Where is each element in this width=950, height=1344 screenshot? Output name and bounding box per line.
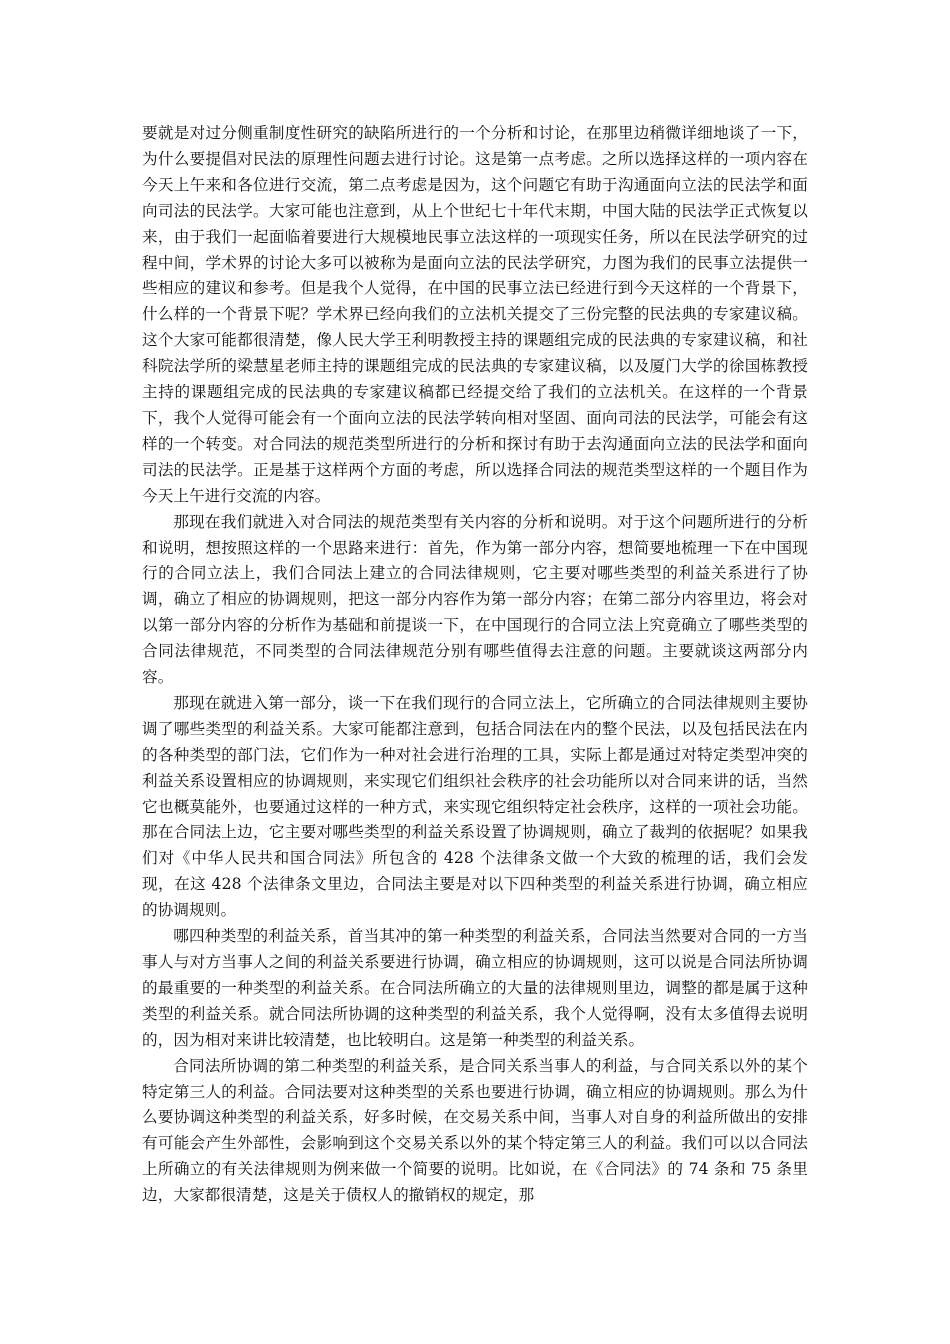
paragraph: 合同法所协调的第二种类型的利益关系，是合同关系当事人的利益，与合同关系以外的某个特定第三人的利益。合同法要对这种类型的关系也要进行协调，确立相应的协调规则。那么为什么要协调这种类型的利益关系，好多时候，在交易关系中间，当事人对自身的利益所做出的安排有可能会产生外部性，会影响到这个交易关系以外的某个特定第三人的利益。我们可以以合同法上所确立的有关法律规则为例来做一个简要的说明。比如说，在《合同法》的 74 条和 75 条里边，大家都很清楚，这是关于债权人的撤销权的规定，那	[142, 1056, 808, 1205]
paragraph: 那现在就进入第一部分，谈一下在我们现行的合同立法上，它所确立的合同法律规则主要协调了哪些类型的利益关系。大家可能都注意到，包括合同法在内的整个民法，以及包括民法在内的各种类型的部门法，它们作为一种对社会进行治理的工具，实际上都是通过对特定类型冲突的利益关系设置相应的协调规则，来实现它们组织社会秩序的社会功能所以对合同来讲的话，当然它也概莫能外，也要通过这样的一种方式，来实现它组织特定社会秩序，这样的一项社会功能。那在合同法上边，它主要对哪些类型的利益关系设置了协调规则，确立了裁判的依据呢？如果我们对《中华人民共和国合同法》所包含的 428 个法律条文做一个大致的梳理的话，我们会发现，在这 428 个法律条文里边，合同法主要是对以下四种类型的利益关系进行协调，确立相应的协调规则。	[142, 693, 808, 920]
paragraph-continued: 要就是对过分侧重制度性研究的缺陷所进行的一个分析和讨论，在那里边稍微详细地谈了一下，为什么要提倡对民法的原理性问题去进行讨论。这是第一点考虑。之所以选择这样的一项内容在今天上午来和各位进行交流，第二点考虑是因为，这个问题它有助于沟通面向立法的民法学和面向司法的民法学。大家可能也注意到，从上个世纪七十年代末期，中国大陆的民法学正式恢复以来，由于我们一起面临着要进行大规模地民事立法这样的一项现实任务，所以在民法学研究的过程中间，学术界的讨论大多可以被称为是面向立法的民法学研究，力图为我们的民事立法提供一些相应的建议和参考。但是我个人觉得，在中国的民事立法已经进行到今天这样的一个背景下，什么样的一个背景下呢？学术界已经向我们的立法机关提交了三份完整的民法典的专家建议稿。这个大家可能都很清楚，像人民大学王利明教授主持的课题组完成的民法典的专家建议稿，和社科院法学所的梁慧星老师主持的课题组完成的民法典的专家建议稿，以及厦门大学的徐国栋教授主持的课题组完成的民法典的专家建议稿都已经提交给了我们的立法机关。在这样的一个背景下，我个人觉得可能会有一个面向立法的民法学转向相对坚固、面向司法的民法学，可能会有这样的一个转变。对合同法的规范类型所进行的分析和探讨有助于去沟通面向立法的民法学和面向司法的民法学。正是基于这样两个方面的考虑，所以选择合同法的规范类型这样的一个题目作为今天上午进行交流的内容。	[142, 124, 808, 505]
body-text	[142, 121, 808, 1209]
paragraph: 哪四种类型的利益关系，首当其冲的第一种类型的利益关系，合同法当然要对合同的一方当事人与对方当事人之间的利益关系要进行协调，确立相应的协调规则，这可以说是合同法所协调的最重要的一种类型的利益关系。在合同法所确立的大量的法律规则里边，调整的都是属于这种类型的利益关系。就合同法所协调的这种类型的利益关系，我个人觉得啊，没有太多值得去说明的，因为相对来讲比较清楚，也比较明白。这是第一种类型的利益关系。	[142, 927, 808, 1049]
paragraph: 那现在我们就进入对合同法的规范类型有关内容的分析和说明。对于这个问题所进行的分析和说明，想按照这样的一个思路来进行：首先，作为第一部分内容，想简要地梳理一下在中国现行的合同立法上，我们合同法上建立的合同法律规则，它主要对哪些类型的利益关系进行了协调，确立了相应的协调规则，把这一部分内容作为第一部分内容；在第二部分内容里边，将会对以第一部分内容的分析作为基础和前提谈一下，在中国现行的合同立法上究竟确立了哪些类型的合同法律规范，不同类型的合同法律规范分别有哪些值得去注意的问题。主要就谈这两部分内容。	[142, 512, 808, 687]
